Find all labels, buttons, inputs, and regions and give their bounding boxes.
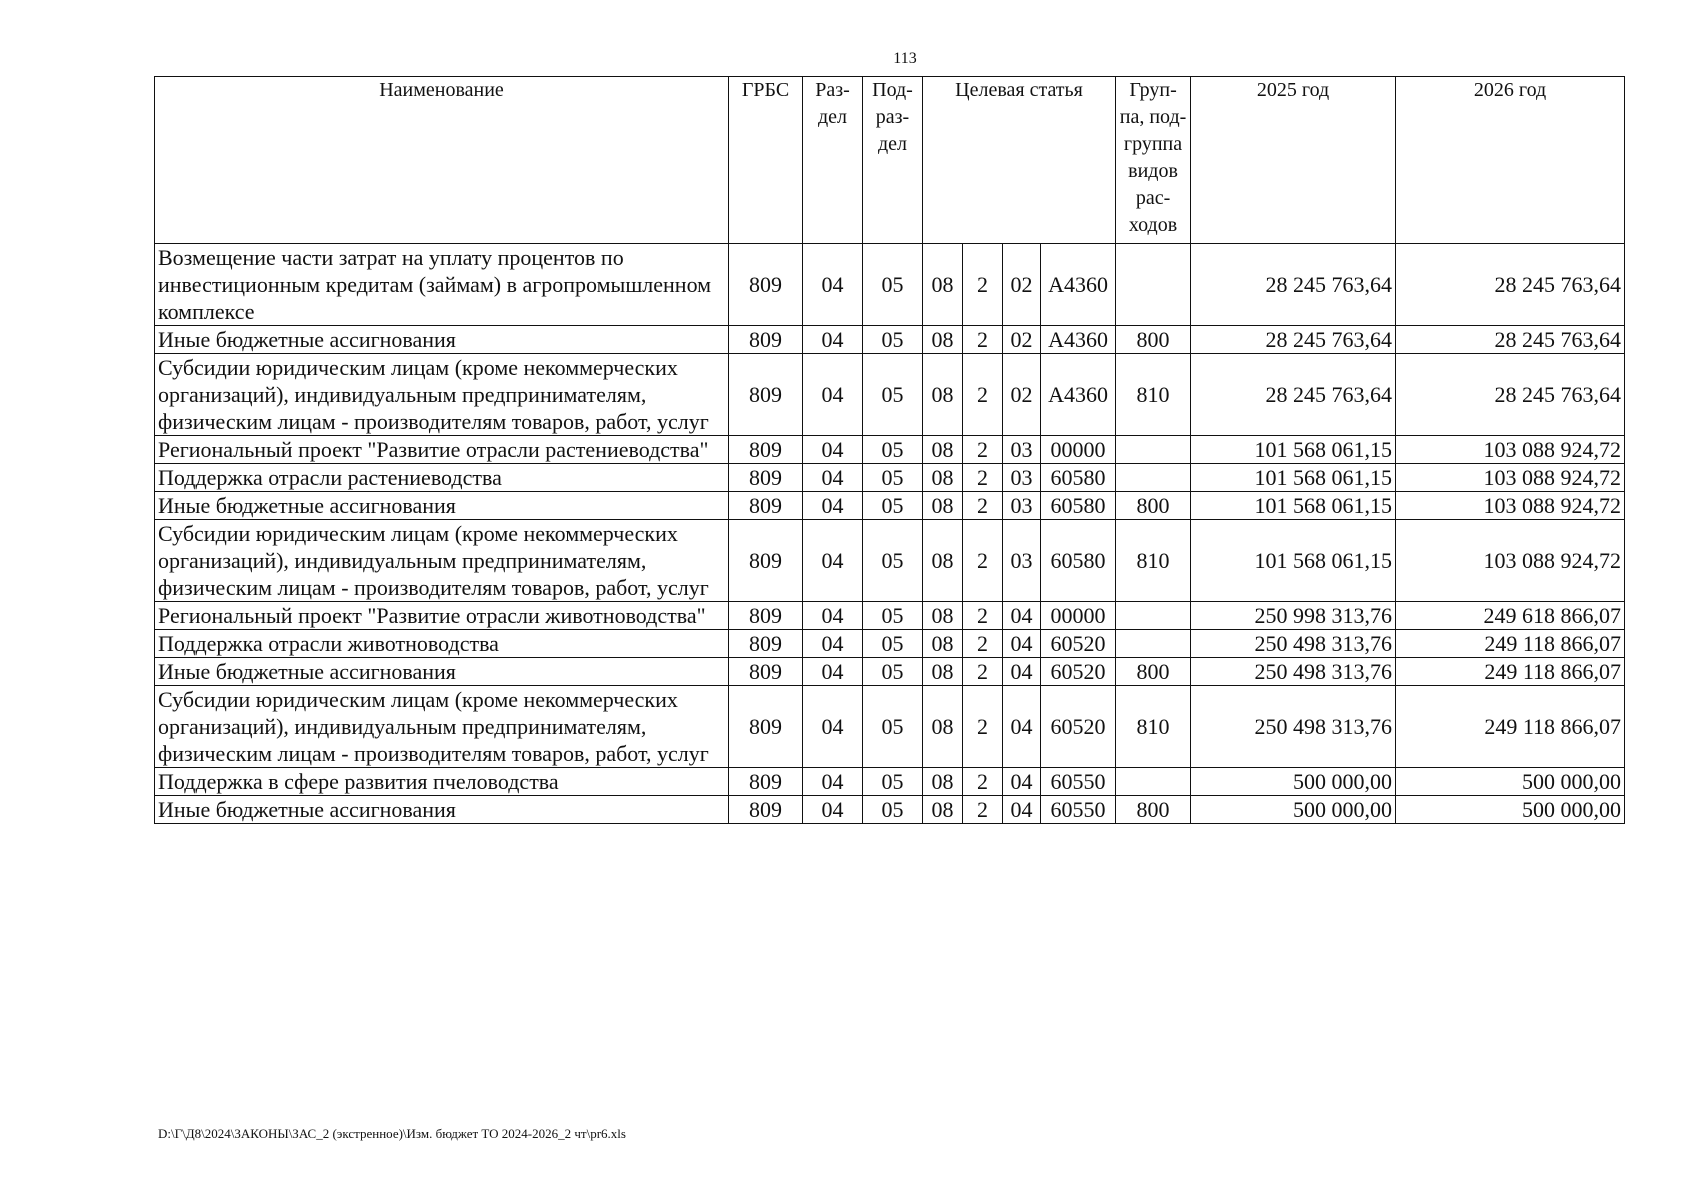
- cell-name: Иные бюджетные ассигнования: [155, 658, 729, 686]
- cell-podrazdel: 05: [863, 796, 923, 824]
- cell-celevaya-subprogram: 02: [1003, 244, 1041, 326]
- cell-amount-2026: 500 000,00: [1396, 768, 1625, 796]
- cell-amount-2025: 101 568 061,15: [1191, 520, 1396, 602]
- cell-celevaya-type: 2: [963, 602, 1003, 630]
- cell-grbs: 809: [729, 492, 803, 520]
- cell-grbs: 809: [729, 630, 803, 658]
- cell-celevaya-direction: 60520: [1041, 686, 1116, 768]
- cell-amount-2026: 103 088 924,72: [1396, 464, 1625, 492]
- cell-amount-2026: 103 088 924,72: [1396, 520, 1625, 602]
- table-row: [155, 520, 1625, 602]
- cell-celevaya-subprogram: 02: [1003, 326, 1041, 354]
- cell-amount-2025: 101 568 061,15: [1191, 436, 1396, 464]
- cell-grbs: 809: [729, 326, 803, 354]
- cell-amount-2026: 28 245 763,64: [1396, 326, 1625, 354]
- cell-amount-2025: 250 998 313,76: [1191, 602, 1396, 630]
- cell-razdel: 04: [803, 658, 863, 686]
- cell-celevaya-subprogram: 04: [1003, 796, 1041, 824]
- cell-vid-rashodov: [1116, 630, 1191, 658]
- cell-celevaya-type: 2: [963, 326, 1003, 354]
- table-row: [155, 354, 1625, 436]
- cell-grbs: 809: [729, 436, 803, 464]
- cell-grbs: 809: [729, 520, 803, 602]
- col-header-name: Наименование: [155, 77, 729, 244]
- cell-vid-rashodov: 800: [1116, 326, 1191, 354]
- cell-celevaya-type: 2: [963, 244, 1003, 326]
- cell-celevaya-type: 2: [963, 768, 1003, 796]
- table-row: [155, 686, 1625, 768]
- cell-grbs: 809: [729, 796, 803, 824]
- cell-celevaya-direction: А4360: [1041, 326, 1116, 354]
- table-row: [155, 436, 1625, 464]
- cell-amount-2025: 500 000,00: [1191, 768, 1396, 796]
- col-header-celevaya-statya: Целевая статья: [923, 77, 1116, 244]
- cell-vid-rashodov: [1116, 436, 1191, 464]
- cell-razdel: 04: [803, 630, 863, 658]
- budget-table: [154, 76, 1625, 824]
- table-row: [155, 492, 1625, 520]
- cell-razdel: 04: [803, 326, 863, 354]
- cell-celevaya-type: 2: [963, 686, 1003, 768]
- cell-podrazdel: 05: [863, 244, 923, 326]
- cell-celevaya-direction: А4360: [1041, 244, 1116, 326]
- cell-celevaya-direction: 60550: [1041, 796, 1116, 824]
- col-header-grbs: ГРБС: [729, 77, 803, 244]
- cell-celevaya-program: 08: [923, 796, 963, 824]
- cell-razdel: 04: [803, 492, 863, 520]
- cell-celevaya-program: 08: [923, 630, 963, 658]
- cell-celevaya-direction: 60520: [1041, 630, 1116, 658]
- cell-podrazdel: 05: [863, 630, 923, 658]
- cell-grbs: 809: [729, 602, 803, 630]
- cell-podrazdel: 05: [863, 520, 923, 602]
- cell-celevaya-program: 08: [923, 520, 963, 602]
- cell-amount-2026: 103 088 924,72: [1396, 436, 1625, 464]
- cell-amount-2026: 249 118 866,07: [1396, 630, 1625, 658]
- cell-celevaya-program: 08: [923, 354, 963, 436]
- cell-vid-rashodov: [1116, 464, 1191, 492]
- cell-amount-2025: 28 245 763,64: [1191, 354, 1396, 436]
- cell-podrazdel: 05: [863, 464, 923, 492]
- cell-grbs: 809: [729, 658, 803, 686]
- cell-amount-2025: 28 245 763,64: [1191, 326, 1396, 354]
- cell-celevaya-subprogram: 04: [1003, 602, 1041, 630]
- cell-grbs: 809: [729, 244, 803, 326]
- cell-podrazdel: 05: [863, 602, 923, 630]
- cell-vid-rashodov: 800: [1116, 658, 1191, 686]
- cell-name: Субсидии юридическим лицам (кроме некоммерческих организаций), индивидуальным предпринимателям, физическим лицам - производителям товаров, работ, услуг: [155, 686, 729, 768]
- cell-name: Региональный проект "Развитие отрасли животноводства": [155, 602, 729, 630]
- cell-celevaya-program: 08: [923, 464, 963, 492]
- cell-celevaya-type: 2: [963, 436, 1003, 464]
- cell-amount-2025: 500 000,00: [1191, 796, 1396, 824]
- col-header-2026: 2026 год: [1396, 77, 1625, 244]
- cell-vid-rashodov: 810: [1116, 686, 1191, 768]
- cell-podrazdel: 05: [863, 768, 923, 796]
- cell-grbs: 809: [729, 686, 803, 768]
- table-row: [155, 464, 1625, 492]
- cell-vid-rashodov: [1116, 244, 1191, 326]
- cell-celevaya-type: 2: [963, 796, 1003, 824]
- cell-podrazdel: 05: [863, 354, 923, 436]
- cell-name: Региональный проект "Развитие отрасли растениеводства": [155, 436, 729, 464]
- cell-name: Иные бюджетные ассигнования: [155, 492, 729, 520]
- col-header-2025: 2025 год: [1191, 77, 1396, 244]
- cell-razdel: 04: [803, 244, 863, 326]
- cell-razdel: 04: [803, 436, 863, 464]
- cell-celevaya-program: 08: [923, 658, 963, 686]
- table-row: [155, 602, 1625, 630]
- cell-vid-rashodov: 800: [1116, 796, 1191, 824]
- cell-celevaya-direction: 60580: [1041, 492, 1116, 520]
- cell-celevaya-direction: 60580: [1041, 464, 1116, 492]
- cell-amount-2025: 250 498 313,76: [1191, 686, 1396, 768]
- cell-celevaya-program: 08: [923, 436, 963, 464]
- cell-celevaya-type: 2: [963, 354, 1003, 436]
- cell-amount-2026: 249 618 866,07: [1396, 602, 1625, 630]
- cell-grbs: 809: [729, 464, 803, 492]
- cell-vid-rashodov: 800: [1116, 492, 1191, 520]
- cell-name: Поддержка в сфере развития пчеловодства: [155, 768, 729, 796]
- cell-celevaya-direction: 00000: [1041, 436, 1116, 464]
- cell-vid-rashodov: [1116, 768, 1191, 796]
- col-header-podrazdel: Под- раз- дел: [863, 77, 923, 244]
- cell-grbs: 809: [729, 354, 803, 436]
- cell-celevaya-subprogram: 03: [1003, 492, 1041, 520]
- cell-razdel: 04: [803, 464, 863, 492]
- cell-amount-2025: 101 568 061,15: [1191, 492, 1396, 520]
- cell-celevaya-type: 2: [963, 492, 1003, 520]
- cell-celevaya-subprogram: 03: [1003, 464, 1041, 492]
- table-row: [155, 326, 1625, 354]
- cell-celevaya-program: 08: [923, 326, 963, 354]
- cell-razdel: 04: [803, 796, 863, 824]
- file-path-footer: D:\Г\Д8\2024\ЗАКОНЫ\ЗАС_2 (экстренное)\Изм. бюджет ТО 2024-2026_2 чт\pr6.xls: [158, 1126, 626, 1141]
- cell-celevaya-subprogram: 03: [1003, 520, 1041, 602]
- cell-vid-rashodov: 810: [1116, 520, 1191, 602]
- cell-celevaya-direction: 00000: [1041, 602, 1116, 630]
- cell-podrazdel: 05: [863, 436, 923, 464]
- table-body: [155, 244, 1625, 824]
- cell-podrazdel: 05: [863, 492, 923, 520]
- cell-amount-2026: 500 000,00: [1396, 796, 1625, 824]
- cell-razdel: 04: [803, 602, 863, 630]
- cell-celevaya-program: 08: [923, 244, 963, 326]
- cell-podrazdel: 05: [863, 326, 923, 354]
- page-number: 113: [893, 50, 917, 67]
- cell-razdel: 04: [803, 686, 863, 768]
- cell-name: Возмещение части затрат на уплату процентов по инвестиционным кредитам (займам) в агропромышленном комплексе: [155, 244, 729, 326]
- col-header-razdel: Раз- дел: [803, 77, 863, 244]
- cell-celevaya-subprogram: 04: [1003, 686, 1041, 768]
- cell-celevaya-direction: А4360: [1041, 354, 1116, 436]
- cell-celevaya-subprogram: 04: [1003, 630, 1041, 658]
- cell-grbs: 809: [729, 768, 803, 796]
- table-row: [155, 768, 1625, 796]
- cell-amount-2025: 250 498 313,76: [1191, 630, 1396, 658]
- cell-celevaya-type: 2: [963, 520, 1003, 602]
- table-row: [155, 244, 1625, 326]
- cell-celevaya-subprogram: 02: [1003, 354, 1041, 436]
- cell-celevaya-subprogram: 04: [1003, 768, 1041, 796]
- cell-amount-2026: 249 118 866,07: [1396, 658, 1625, 686]
- cell-podrazdel: 05: [863, 658, 923, 686]
- cell-name: Иные бюджетные ассигнования: [155, 326, 729, 354]
- cell-amount-2025: 101 568 061,15: [1191, 464, 1396, 492]
- cell-celevaya-program: 08: [923, 602, 963, 630]
- cell-amount-2026: 28 245 763,64: [1396, 244, 1625, 326]
- cell-celevaya-direction: 60550: [1041, 768, 1116, 796]
- cell-celevaya-direction: 60520: [1041, 658, 1116, 686]
- cell-vid-rashodov: [1116, 602, 1191, 630]
- col-header-gruppa-vidov-rashodov: Груп- па, под- группа видов рас- ходов: [1116, 77, 1191, 244]
- cell-amount-2025: 28 245 763,64: [1191, 244, 1396, 326]
- cell-celevaya-type: 2: [963, 658, 1003, 686]
- table-row: [155, 630, 1625, 658]
- table-header-row: [155, 77, 1625, 244]
- cell-amount-2026: 249 118 866,07: [1396, 686, 1625, 768]
- cell-razdel: 04: [803, 768, 863, 796]
- table-row: [155, 796, 1625, 824]
- cell-celevaya-program: 08: [923, 768, 963, 796]
- cell-name: Поддержка отрасли животноводства: [155, 630, 729, 658]
- table-row: [155, 658, 1625, 686]
- cell-celevaya-type: 2: [963, 630, 1003, 658]
- cell-amount-2026: 28 245 763,64: [1396, 354, 1625, 436]
- cell-name: Субсидии юридическим лицам (кроме некоммерческих организаций), индивидуальным предпринимателям, физическим лицам - производителям товаров, работ, услуг: [155, 520, 729, 602]
- cell-name: Поддержка отрасли растениеводства: [155, 464, 729, 492]
- cell-amount-2025: 250 498 313,76: [1191, 658, 1396, 686]
- cell-celevaya-direction: 60580: [1041, 520, 1116, 602]
- cell-podrazdel: 05: [863, 686, 923, 768]
- cell-celevaya-program: 08: [923, 686, 963, 768]
- cell-amount-2026: 103 088 924,72: [1396, 492, 1625, 520]
- cell-name: Иные бюджетные ассигнования: [155, 796, 729, 824]
- cell-celevaya-subprogram: 03: [1003, 436, 1041, 464]
- cell-celevaya-type: 2: [963, 464, 1003, 492]
- cell-celevaya-program: 08: [923, 492, 963, 520]
- cell-name: Субсидии юридическим лицам (кроме некоммерческих организаций), индивидуальным предпринимателям, физическим лицам - производителям товаров, работ, услуг: [155, 354, 729, 436]
- cell-celevaya-subprogram: 04: [1003, 658, 1041, 686]
- cell-razdel: 04: [803, 520, 863, 602]
- cell-razdel: 04: [803, 354, 863, 436]
- cell-vid-rashodov: 810: [1116, 354, 1191, 436]
